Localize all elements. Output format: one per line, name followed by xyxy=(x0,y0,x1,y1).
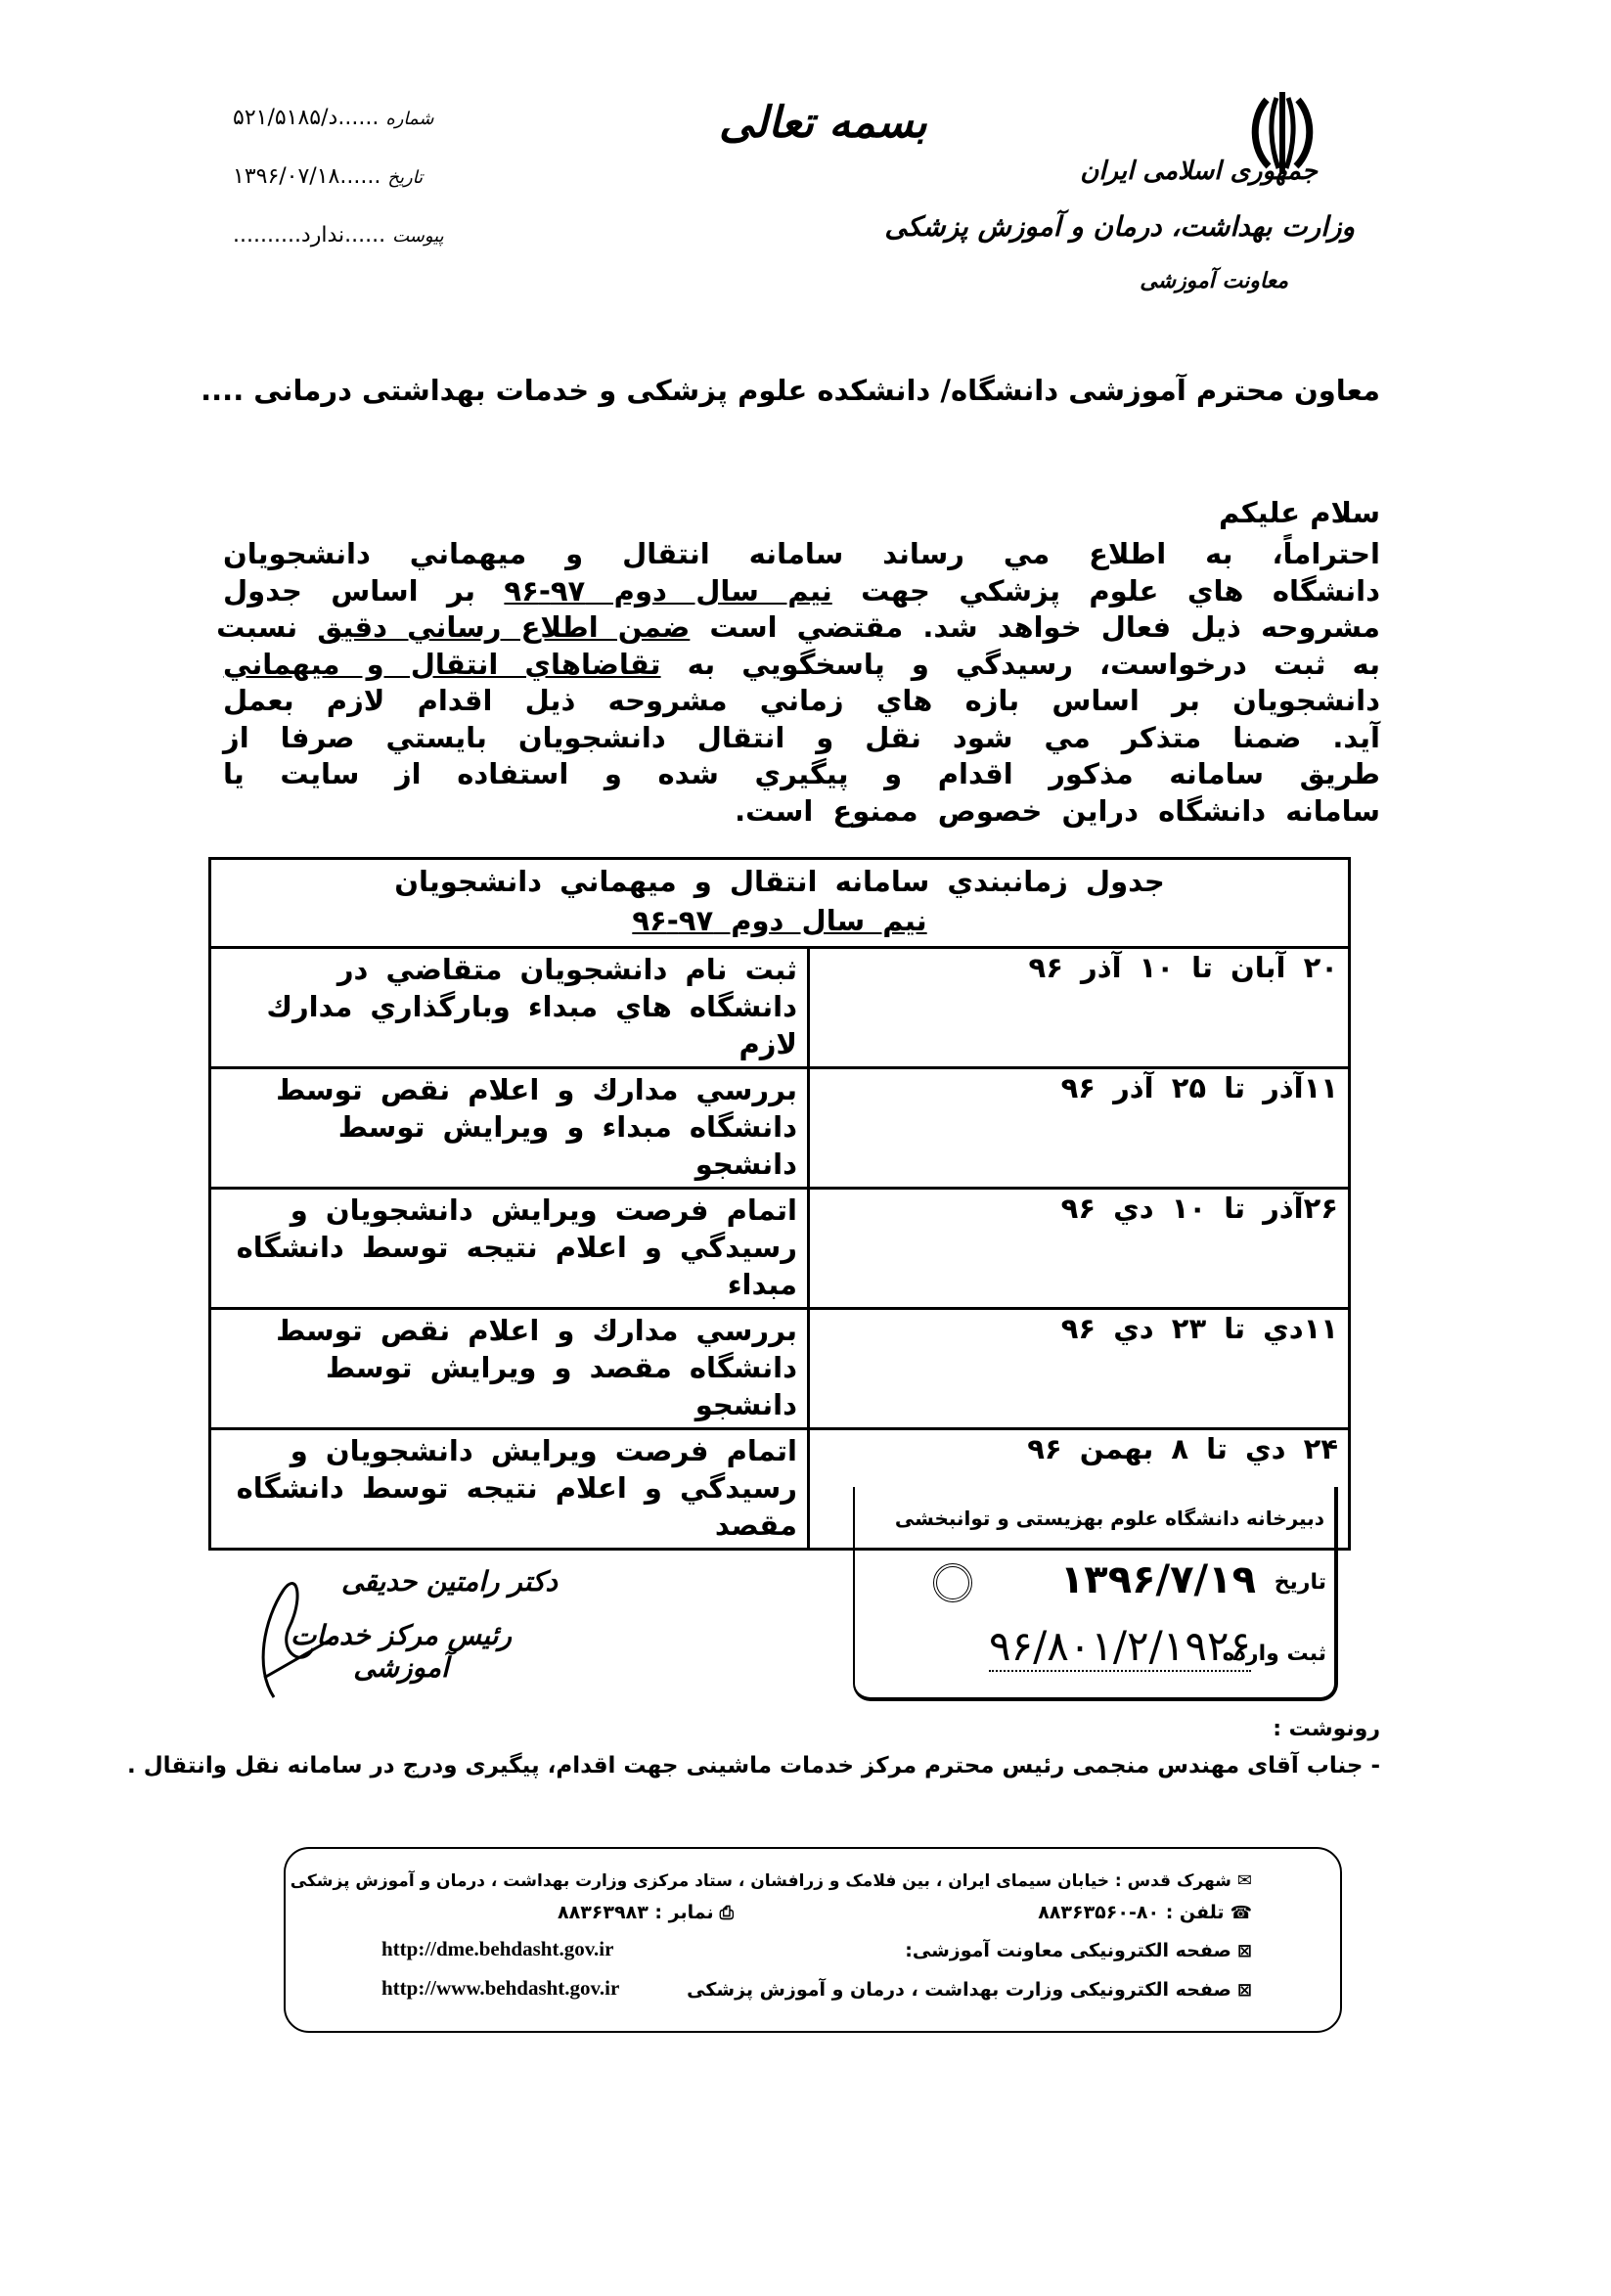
table-row xyxy=(210,948,1350,1068)
body-text: آيد. ضمنا متذكر مي شود نقل و انتقال دانشجويان بايستي صرفا از xyxy=(223,720,1380,754)
body-text: نسبت xyxy=(216,610,318,644)
mail-box-icon: ⊠ xyxy=(1236,1941,1252,1961)
table-title-cell xyxy=(210,859,1350,948)
ministry-page-label: صفحه الکترونیکی وزارت بهداشت ، درمان و آموزش پزشکی xyxy=(687,1979,1231,2001)
address-text: شهرک قدس : خیابان سیمای ایران ، بین فلامک و زرافشان ، ستاد مرکزی وزارت بهداشت ، درمان و آموزش پزشکی xyxy=(290,1871,1231,1891)
description-cell: اتمام فرصت ويرايش دانشجويان و رسيدگي و اعلام نتيجه توسط دانشگاه مقصد xyxy=(210,1429,809,1550)
addressee: معاون محترم آموزشی دانشگاه/ دانشکده علوم پزشکی و خدمات بهداشتی درمانی .... xyxy=(201,374,1380,407)
letterhead-country: جمهوری اسلامی ایران xyxy=(1080,157,1318,186)
description-cell: بررسي مدارك و اعلام نقص توسط دانشگاه مبداء و ويرايش توسط دانشجو xyxy=(210,1068,809,1189)
fax-icon: ⎙ xyxy=(719,1903,734,1923)
stamp-office: دبیرخانه دانشگاه علوم بهزیستی و توانبخشی xyxy=(894,1507,1324,1530)
date-cell: ۱۱دي تا ۲۳ دي ۹۶ xyxy=(809,1309,1350,1429)
ministry-page-link[interactable]: http://www.behdasht.gov.ir xyxy=(381,1976,620,2000)
signatory-name: دکتر رامتین حدیقی xyxy=(340,1565,558,1598)
body-text: مشروحه ذيل فعال خواهد شد. مقتضي است xyxy=(690,610,1380,644)
address-icon: ✉ xyxy=(1236,1870,1252,1891)
greeting: سلام علیکم xyxy=(1219,496,1380,529)
footer-address xyxy=(291,1870,1252,1891)
description-cell: اتمام فرصت ويرايش دانشجويان و رسيدگي و اعلام نتيجه توسط دانشگاه مبداء xyxy=(210,1189,809,1309)
description-cell: بررسي مدارك و اعلام نقص توسط دانشگاه مقصد و ويرايش توسط دانشجو xyxy=(210,1309,809,1429)
phone-icon: ☎ xyxy=(1230,1903,1252,1923)
attachment-label: پیوست xyxy=(392,226,444,247)
letterhead-ministry: وزارت بهداشت، درمان و آموزش پزشکی xyxy=(884,210,1355,243)
body-text: طريق سامانه مذكور اقدام و پيگيري شده و استفاده از سايت يا xyxy=(223,757,1380,790)
table-row xyxy=(210,1068,1350,1189)
underlined-text: ضمن اطلاع رساني دقيق xyxy=(317,610,691,644)
footer-edu-page xyxy=(905,1940,1252,1961)
body-text: دانشگاه هاي علوم پزشكي جهت xyxy=(831,573,1380,608)
date-cell: ۲۶آذر تا ۱۰ دي ۹۶ xyxy=(809,1189,1350,1309)
description-cell: ثبت نام دانشجويان متقاضي در دانشگاه هاي مبداء وبارگذاري مدارك لازم xyxy=(210,948,809,1068)
seal-icon xyxy=(933,1563,972,1602)
mail-box-icon: ⊠ xyxy=(1236,1980,1252,2001)
edu-page-link[interactable]: http://dme.behdasht.gov.ir xyxy=(381,1937,614,1960)
body-line xyxy=(223,536,1380,573)
body-line xyxy=(216,609,1380,647)
letterhead-deputy: معاونت آموزشی xyxy=(1140,269,1288,293)
edu-page-label: صفحه الکترونیکی معاونت آموزشی: xyxy=(905,1940,1231,1961)
body-line xyxy=(223,683,1380,720)
body-line xyxy=(223,720,1380,757)
body-line xyxy=(223,756,1380,793)
registration-stamp xyxy=(853,1487,1338,1701)
letter-date xyxy=(233,164,487,189)
body-text: سامانه دانشگاه دراين خصوص ممنوع است. xyxy=(735,793,1380,828)
table-row xyxy=(210,1189,1350,1309)
date-cell: ۱۱آذر تا ۲۵ آذر ۹۶ xyxy=(809,1068,1350,1189)
fax-text: نمابر : ۸۸۳۶۳۹۸۳ xyxy=(558,1902,714,1923)
table-subtitle: نيم سال دوم ۹۷-۹۶ xyxy=(632,904,927,937)
body-text: بر اساس جدول xyxy=(223,573,505,608)
letter-number xyxy=(233,106,487,130)
table-header-row xyxy=(210,859,1350,948)
phone-text: تلفن : ۸۰-۸۸۳۶۳۵۶۰ xyxy=(1038,1902,1225,1923)
body-line xyxy=(223,573,1380,610)
date-label: تاریخ xyxy=(387,167,424,188)
cc-label: رونوشت : xyxy=(1273,1717,1380,1741)
date-value: ......۱۳۹۶/۰۷/۱۸ xyxy=(233,164,381,189)
date-cell: ۲۴ دي تا ۸ بهمن ۹۶ xyxy=(809,1429,1350,1550)
signature-block xyxy=(245,1560,558,1707)
stamp-date-value: ۱۳۹۶/۷/۱۹ xyxy=(1059,1557,1256,1602)
body-paragraph xyxy=(216,536,1380,830)
footer-ministry-page xyxy=(687,1979,1252,2001)
body-line xyxy=(223,793,1380,831)
body-text: به ثبت درخواست، رسيدگي و پاسخگويي به xyxy=(660,647,1380,681)
number-value: ......د/۵۲۱/۵۱۸۵ xyxy=(233,106,380,130)
body-line xyxy=(223,647,1380,684)
number-label: شماره xyxy=(385,109,434,129)
invocation: بسمه تعالی xyxy=(719,98,927,148)
attachment-value: ......ندارد.......... xyxy=(233,223,386,248)
underlined-text: نيم سال دوم ۹۷-۹۶ xyxy=(504,573,832,608)
stamp-registration-label: ثبت وارده xyxy=(1222,1642,1326,1666)
table-title: جدول زمانبندي سامانه انتقال و ميهماني دانشجويان xyxy=(394,865,1165,898)
footer-fax xyxy=(558,1902,734,1923)
letter-attachment xyxy=(233,223,487,248)
stamp-registration-value: ۹۶/۸۰۱/۲/۱۹۲۶ xyxy=(988,1622,1251,1670)
cc-line: - جناب آقای مهندس منجمی رئیس محترم مرکز خدمات ماشینی جهت اقدام، پیگیری ودرج در سامانه نقل وانتقال . xyxy=(126,1753,1380,1778)
footer-phone xyxy=(1038,1902,1252,1923)
stamp-date-label: تاریخ xyxy=(1274,1570,1326,1595)
table-row xyxy=(210,1309,1350,1429)
schedule-table xyxy=(208,857,1351,1551)
date-cell: ۲۰ آبان تا ۱۰ آذر ۹۶ xyxy=(809,948,1350,1068)
underlined-text: تقاضاهاي انتقال و ميهماني xyxy=(223,647,661,681)
signatory-title: رئیس مرکز خدمات آموزشی xyxy=(290,1619,513,1684)
body-text: احتراماً، به اطلاع مي رساند سامانه انتقال و ميهماني دانشجويان xyxy=(223,537,1380,570)
body-text: دانشجويان بر اساس بازه هاي زماني مشروحه ذيل اقدام لازم بعمل xyxy=(223,684,1380,717)
footer-box xyxy=(284,1847,1342,2033)
